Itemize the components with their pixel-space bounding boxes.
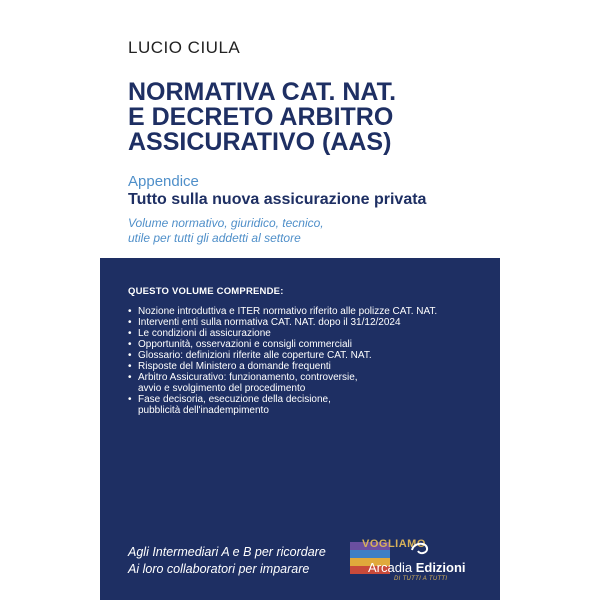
description (128, 216, 428, 246)
description-line: utile per tutti gli addetti al settore (128, 231, 301, 245)
title-line: E DECRETO ARBITRO (128, 103, 394, 131)
description-line: Volume normativo, giuridico, tecnico, (128, 216, 324, 230)
contents-panel (100, 258, 500, 600)
list-item: • Le condizioni di assicurazione (128, 328, 478, 339)
appendix-label: Appendice (128, 173, 199, 190)
author-name: LUCIO CIULA (128, 38, 241, 57)
tagline-line: Ai loro collaboratori per imparare (128, 562, 310, 576)
list-item: • Glossario: definizioni riferite alle coperture CAT. NAT. (128, 350, 478, 361)
list-item: • Risposte del Ministero a domande frequenti (128, 361, 478, 372)
title-line: ASSICURATIVO (AAS) (128, 128, 392, 156)
publisher-logo (350, 536, 480, 586)
book-title (128, 80, 488, 155)
tagline-line: Agli Intermediari A e B per ricordare (128, 545, 326, 559)
list-item: • Interventi enti sulla normativa CAT. NAT. dopo il 31/12/2024 (128, 317, 478, 328)
list-item: • Nozione introduttiva e ITER normativo riferito alle polizze CAT. NAT. (128, 306, 478, 317)
book-cover (100, 0, 500, 600)
list-item: • Fase decisoria, esecuzione della decisione, pubblicità dell'inadempimento (128, 394, 478, 416)
contents-heading: QUESTO VOLUME COMPRENDE: (128, 286, 284, 297)
publisher-motto: DI TUTTI A TUTTI (394, 576, 448, 582)
tagline (128, 544, 326, 578)
list-item: • Opportunità, osservazioni e consigli commerciali (128, 339, 478, 350)
publisher-name: Arcadia Edizioni (368, 560, 466, 575)
title-line: NORMATIVA CAT. NAT. (128, 78, 397, 106)
swirl-icon (410, 540, 430, 558)
contents-list (128, 306, 478, 416)
logo-vogliamo-text: VOGLIAMO (362, 538, 426, 550)
list-item: • Arbitro Assicurativo: funzionamento, controversie, avvio e svolgimento del procedimento (128, 372, 478, 394)
subtitle: Tutto sulla nuova assicurazione privata (128, 191, 427, 208)
